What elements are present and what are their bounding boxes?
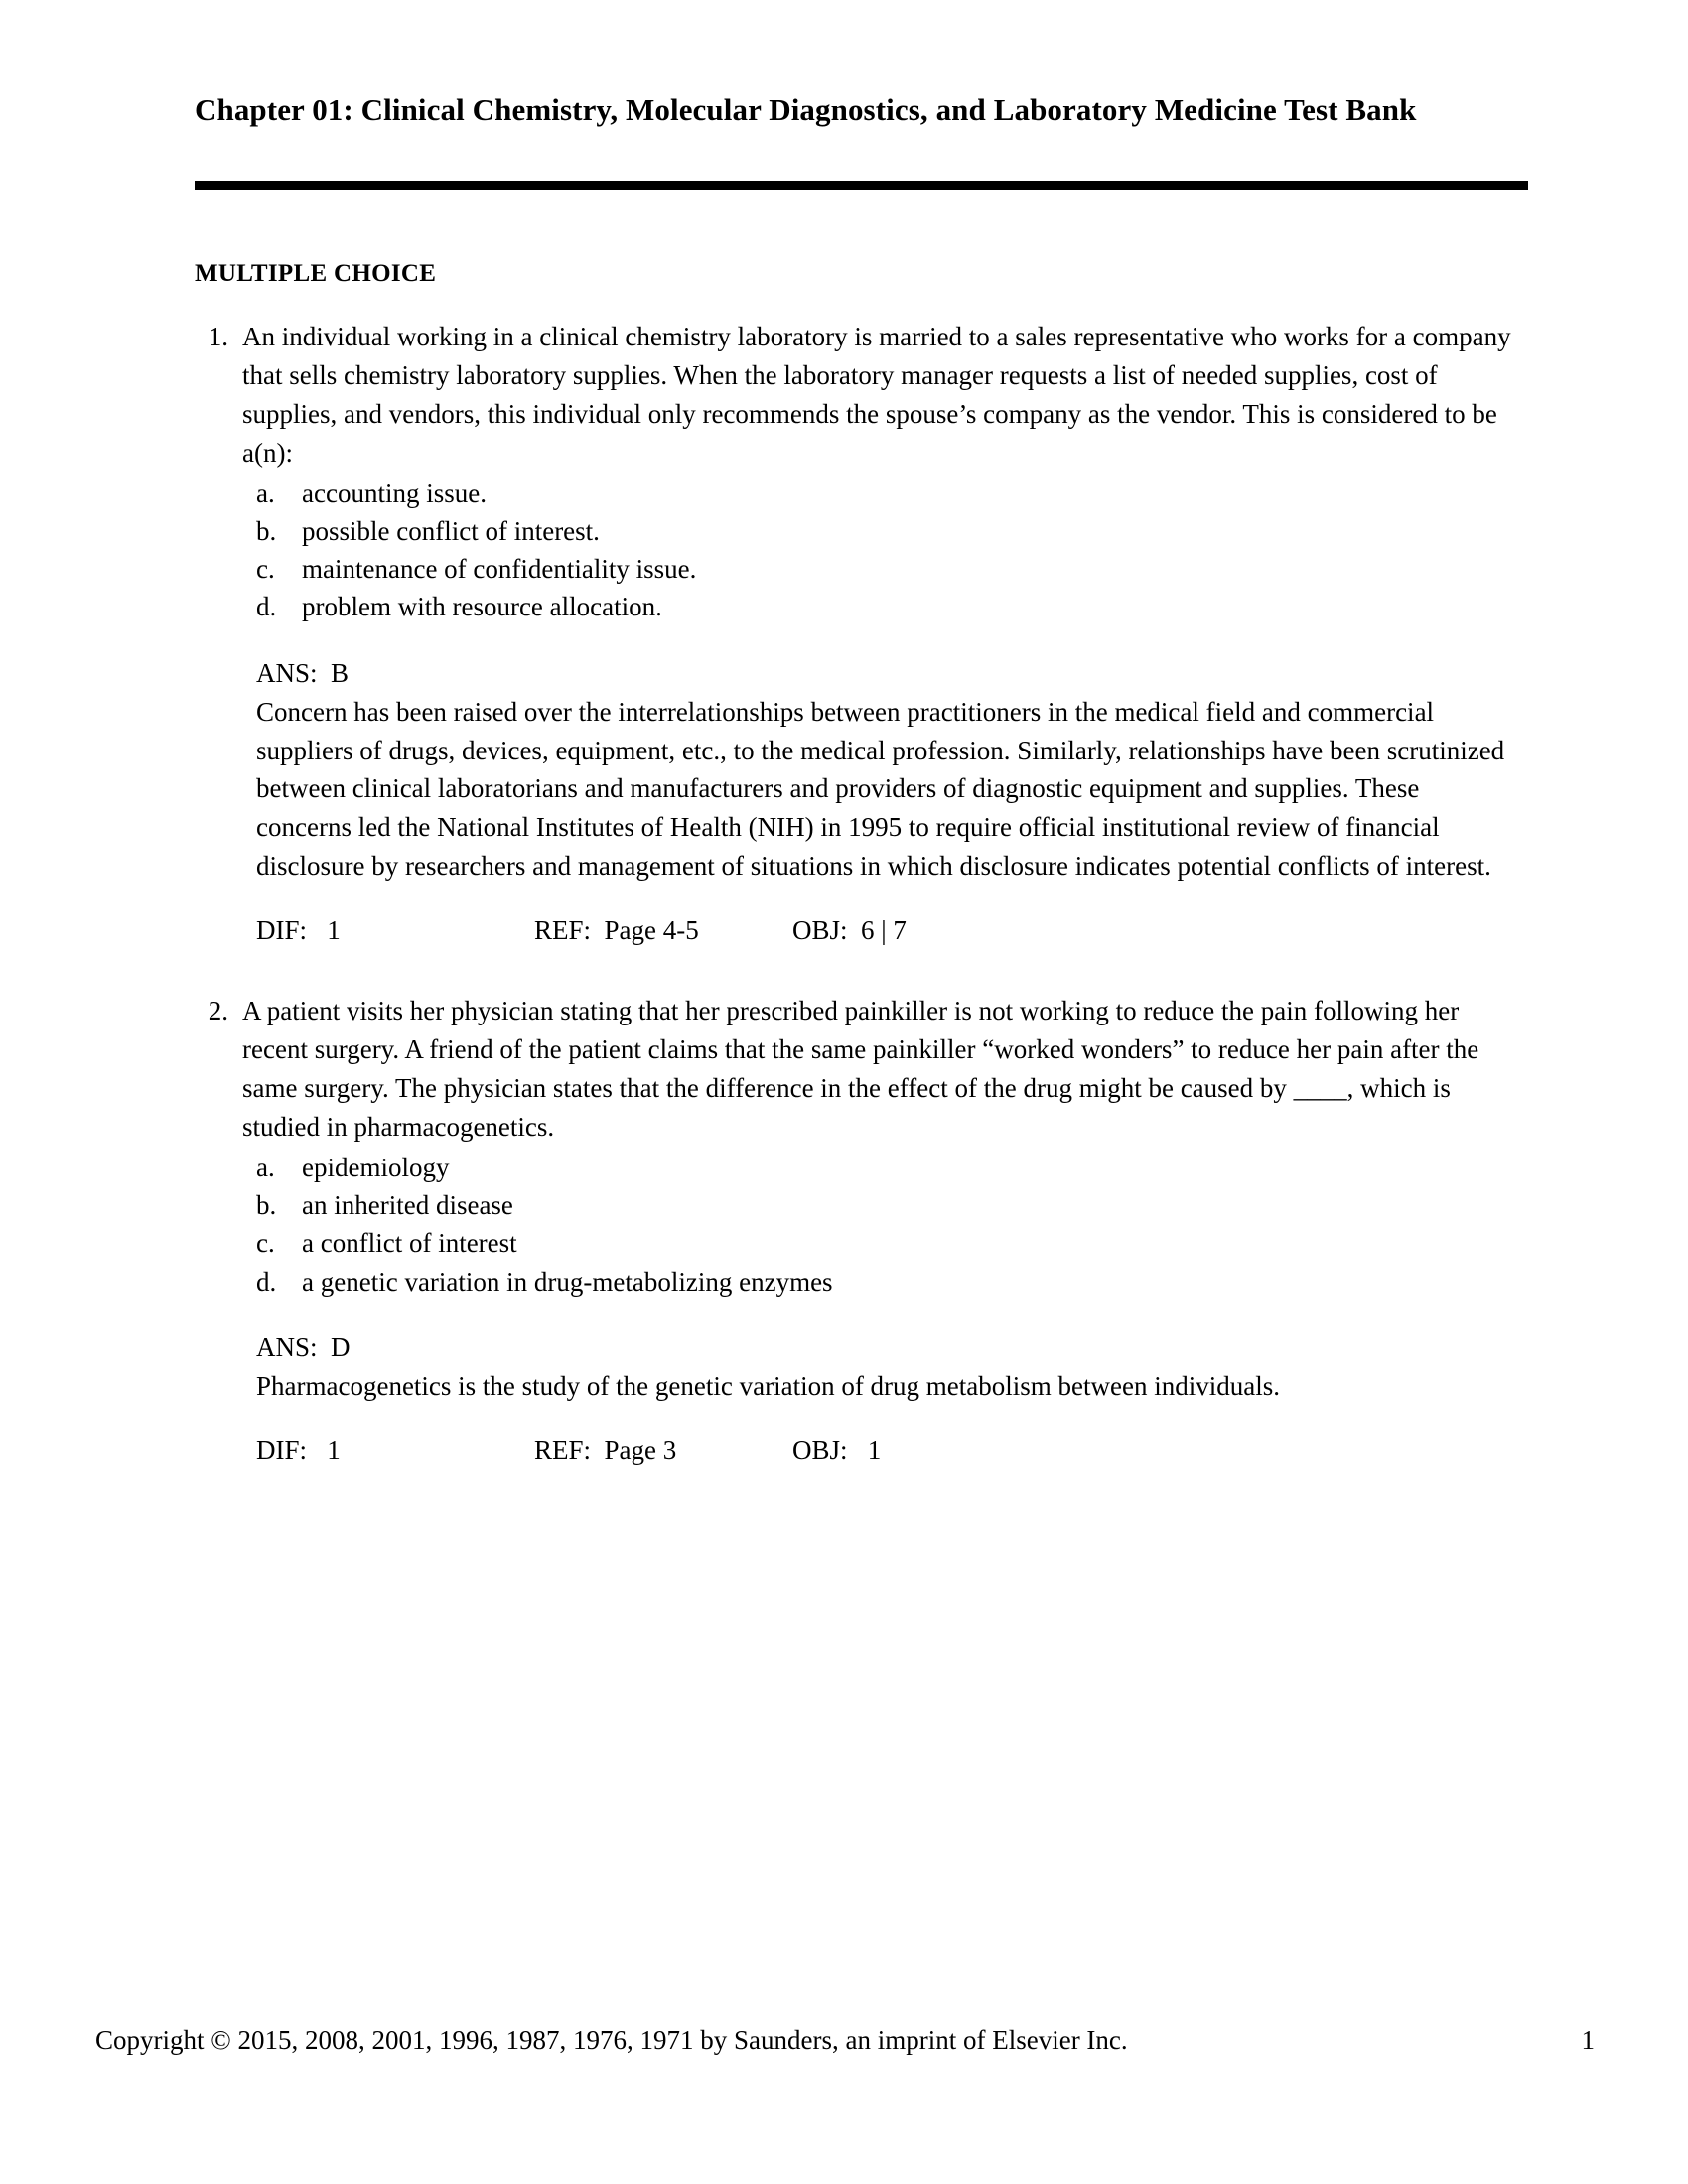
question-spacer <box>195 946 1515 992</box>
answer-rationale: Pharmacogenetics is the study of the genetic variation of drug metabolism between individuals. <box>256 1370 1280 1401</box>
choice-letter: a. <box>256 1152 275 1182</box>
question-item <box>195 992 1515 1466</box>
choice-option[interactable] <box>256 1263 1515 1300</box>
question-metadata <box>256 1435 1515 1466</box>
header-divider <box>195 181 1528 190</box>
answer-block <box>256 654 1515 886</box>
question-stem: A patient visits her physician stating that her prescribed painkiller is not working to reduce the pain following her recent surgery. A friend of the patient claims that the same painkiller “worked wonders” to reduce her pain after the same surgery. The physician states that the difference in the effect of the drug might be caused by ____, which is studied in pharmacogenetics. <box>242 996 1479 1142</box>
choice-option[interactable] <box>256 1186 1515 1224</box>
choice-option[interactable] <box>256 1149 1515 1186</box>
choice-text: accounting issue. <box>302 478 487 508</box>
choice-option[interactable] <box>256 512 1515 550</box>
question-number: 1. <box>208 322 228 351</box>
choice-option[interactable] <box>256 550 1515 588</box>
answer-rationale: Concern has been raised over the interrelationships between practitioners in the medical field and commercial suppliers of drugs, devices, equipment, etc., to the medical profession. Similarly, relationships have been scrutinized between clinical laboratorians and manufacturers and providers of diagnostic equipment and supplies. These concerns led the National Institutes of Health (NIH) in 1995 to require official institutional review of financial disclosure by researchers and management of situations in which disclosure indicates potential conflicts of interest. <box>256 696 1505 882</box>
choice-letter: d. <box>256 592 277 622</box>
metadata-reference: REF: Page 4-5 <box>534 915 699 946</box>
questions-container <box>195 318 1515 1466</box>
choice-text: a genetic variation in drug-metabolizing enzymes <box>302 1266 833 1297</box>
choice-option[interactable] <box>256 475 1515 512</box>
choice-letter: d. <box>256 1266 277 1297</box>
choice-text: an inherited disease <box>302 1189 513 1220</box>
header-title: Chapter 01: Clinical Chemistry, Molecular Diagnostics, and Laboratory Medicine Test Bank <box>195 92 1417 127</box>
answer-label: ANS: D <box>256 1331 351 1362</box>
page-footer <box>95 2025 1595 2056</box>
metadata-difficulty: DIF: 1 <box>256 915 341 946</box>
question-metadata <box>256 915 1515 946</box>
answer-block <box>256 1328 1515 1406</box>
choice-list <box>256 475 1515 626</box>
choice-text: problem with resource allocation. <box>302 592 662 622</box>
section-heading: MULTIPLE CHOICE <box>195 260 437 287</box>
choice-letter: b. <box>256 1189 277 1220</box>
metadata-objective: OBJ: 1 <box>792 1434 882 1465</box>
answer-label: ANS: B <box>256 657 350 688</box>
footer-copyright: Copyright © 2015, 2008, 2001, 1996, 1987, 1976, 1971 by Saunders, an imprint of Elsevier Inc. <box>95 2025 1128 2055</box>
choice-letter: c. <box>256 1228 275 1259</box>
metadata-difficulty: DIF: 1 <box>256 1434 341 1465</box>
choice-option[interactable] <box>256 588 1515 625</box>
choice-list <box>256 1149 1515 1300</box>
footer-page-number: 1 <box>1581 2025 1595 2055</box>
choice-letter: b. <box>256 515 277 546</box>
question-item <box>195 318 1515 946</box>
question-number: 2. <box>208 996 228 1026</box>
choice-text: possible conflict of interest. <box>302 515 600 546</box>
choice-text: epidemiology <box>302 1152 450 1182</box>
metadata-objective: OBJ: 6 | 7 <box>792 915 907 946</box>
choice-letter: c. <box>256 554 275 585</box>
choice-text: maintenance of confidentiality issue. <box>302 554 697 585</box>
metadata-reference: REF: Page 3 <box>534 1434 677 1465</box>
choice-option[interactable] <box>256 1224 1515 1262</box>
choice-text: a conflict of interest <box>302 1228 517 1259</box>
choice-letter: a. <box>256 478 275 508</box>
page-header <box>195 89 1505 131</box>
question-stem: An individual working in a clinical chemistry laboratory is married to a sales representative who works for a company that sells chemistry laboratory supplies. When the laboratory manager requests a list of needed supplies, cost of supplies, and vendors, this individual only recommends the spouse’s company as the vendor. This is considered to be a(n): <box>242 322 1511 468</box>
